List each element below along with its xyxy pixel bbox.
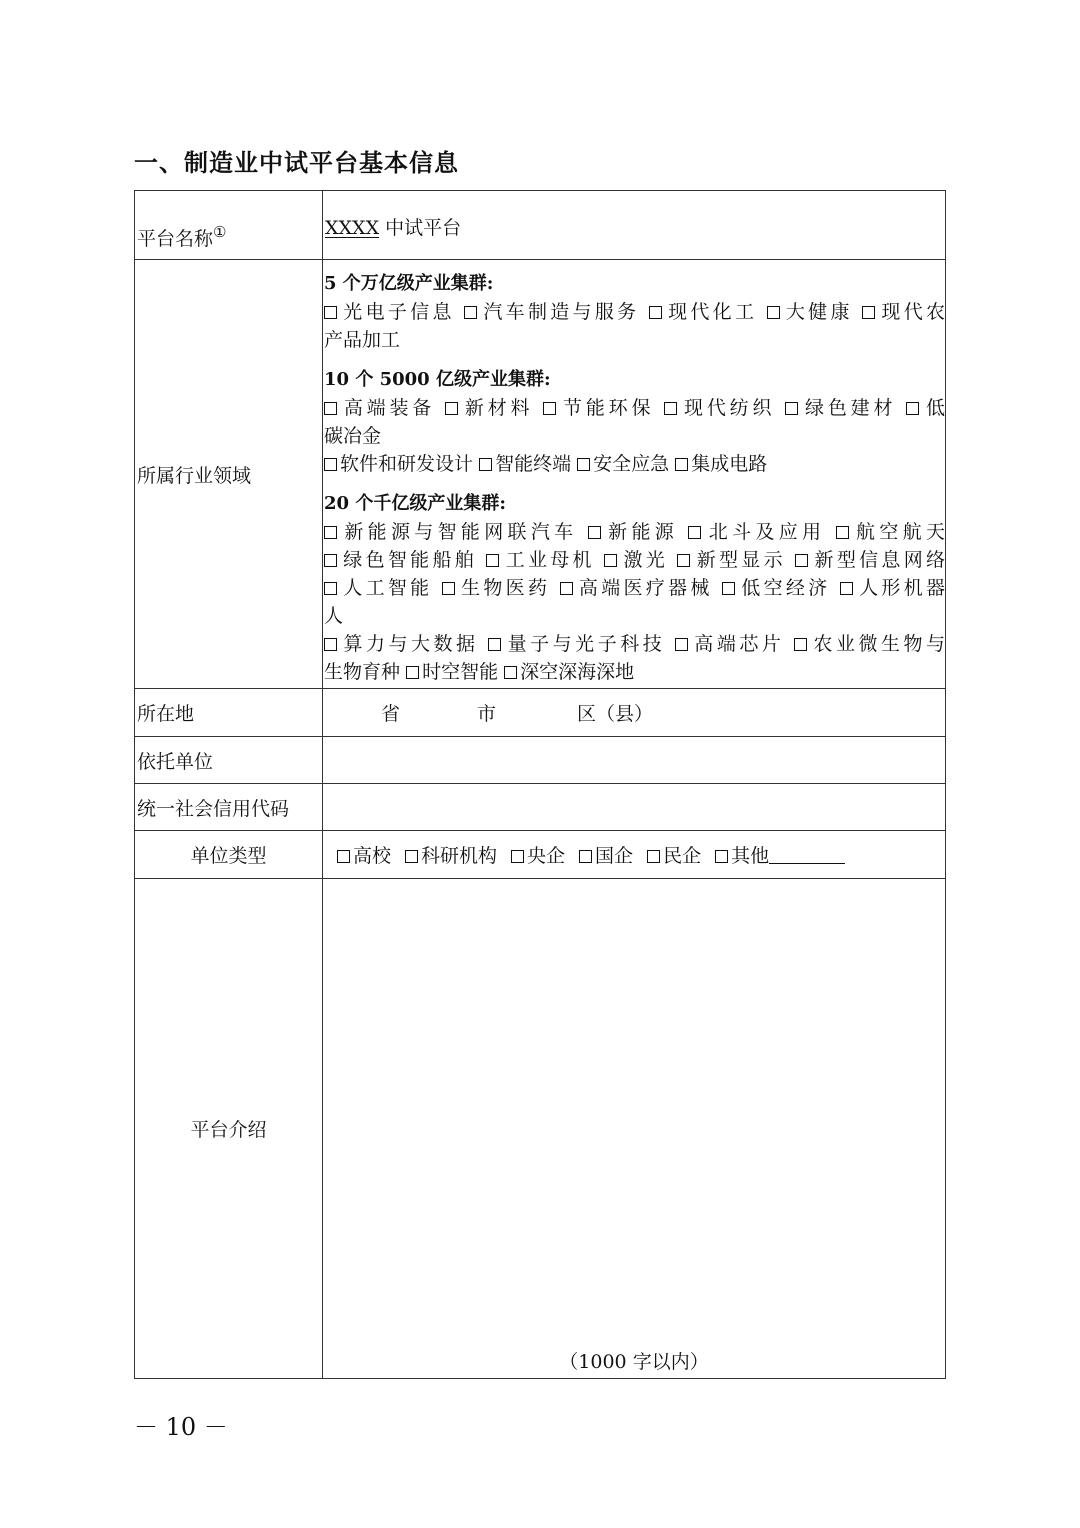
checkbox-icon[interactable] (722, 582, 735, 595)
row-host-unit (135, 737, 946, 784)
industry-option-label: 绿色智能船舶 (340, 549, 478, 571)
industry-group-title: 20 个千亿级产业集群: (324, 493, 506, 514)
unit-type-option-label: 民企 (663, 845, 702, 867)
checkbox-icon[interactable] (324, 638, 337, 651)
industry-option-label: 安全应急 (593, 453, 670, 475)
industry-option-label: 航空航天 (851, 521, 945, 543)
credit-code-label-cell (135, 784, 323, 831)
industry-label-cell (135, 260, 323, 689)
platform-name-suffix: 中试平台 (379, 217, 462, 239)
checkbox-icon[interactable] (324, 306, 337, 319)
intro-label-cell (135, 879, 323, 1379)
industry-option[interactable] (504, 661, 634, 683)
checkbox-icon[interactable] (464, 306, 477, 319)
industry-option-label: 现代农 (878, 301, 945, 323)
industry-option-label: 高端芯片 (690, 633, 785, 655)
industry-option-label: 绿色建材 (801, 397, 897, 419)
industry-option-label: 深空深海深地 (520, 661, 635, 683)
industry-option-label: 新材料 (461, 397, 534, 419)
platform-name-field[interactable] (323, 213, 945, 240)
industry-option[interactable] (324, 549, 477, 571)
checkbox-icon[interactable] (504, 666, 517, 679)
industry-option-label: 软件和研发设计 (340, 453, 474, 475)
industry-option-label: 新能源 (603, 521, 679, 543)
industry-option-label: 生物医药 (457, 577, 551, 599)
industry-option-label: 节能环保 (559, 397, 655, 419)
industry-option-label: 高端装备 (340, 397, 436, 419)
checkbox-icon[interactable] (795, 554, 808, 567)
industry-option-label: 大健康 (782, 301, 853, 323)
industry-option-label: 人 (324, 605, 344, 627)
industry-option[interactable] (767, 301, 853, 323)
unit-type-option[interactable] (511, 845, 565, 867)
industry-option[interactable] (795, 549, 945, 571)
checkbox-icon[interactable] (836, 526, 849, 539)
industry-option-label: 新型显示 (693, 549, 786, 571)
industry-option[interactable] (664, 397, 775, 419)
industry-option-line (324, 450, 945, 478)
industry-option-label: 时空智能 (422, 661, 499, 683)
industry-option-line (324, 546, 945, 574)
checkbox-icon[interactable] (649, 306, 662, 319)
industry-option-label: 新型信息网络 (811, 549, 945, 571)
checkbox-icon[interactable] (543, 402, 556, 415)
checkbox-icon[interactable] (647, 850, 660, 863)
row-platform-name (135, 191, 946, 260)
platform-info-table (134, 190, 946, 1379)
checkbox-icon[interactable] (675, 458, 688, 471)
industry-option-label: 汽车制造与服务 (480, 301, 640, 323)
industry-option[interactable] (675, 633, 785, 655)
unit-type-option[interactable] (405, 845, 497, 867)
checkbox-icon[interactable] (486, 554, 499, 567)
industry-groups (323, 260, 945, 688)
location-field[interactable] (323, 699, 945, 726)
industry-option[interactable] (324, 453, 473, 475)
industry-option-label: 光电子信息 (340, 301, 455, 323)
industry-option[interactable] (406, 661, 498, 683)
checkbox-icon[interactable] (906, 402, 919, 415)
industry-option[interactable] (722, 577, 830, 599)
industry-option-label: 工业母机 (502, 549, 595, 571)
checkbox-icon[interactable] (324, 526, 337, 539)
checkbox-icon[interactable] (324, 402, 337, 415)
unit-type-option-label: 其他 (731, 845, 770, 867)
intro-word-limit: （1000 字以内） (559, 1351, 709, 1373)
unit-type-options (323, 841, 945, 868)
industry-option-label: 生物育种 (324, 661, 401, 683)
platform-name-placeholder: XXXX (325, 217, 380, 239)
industry-option[interactable] (675, 453, 767, 475)
checkbox-icon[interactable] (337, 850, 350, 863)
industry-option-line (324, 422, 945, 450)
checkbox-icon[interactable] (604, 554, 617, 567)
industry-option-line (324, 574, 945, 602)
industry-option[interactable] (324, 397, 435, 419)
industry-option-label: 智能终端 (495, 453, 572, 475)
intro-label: 平台介绍 (190, 1119, 267, 1141)
checkbox-icon[interactable] (715, 850, 728, 863)
industry-option-label: 碳冶金 (324, 425, 382, 447)
industry-group-title: 10 个 5000 亿级产业集群: (324, 369, 551, 390)
checkbox-icon[interactable] (577, 458, 590, 471)
row-location (135, 689, 946, 737)
unit-type-option-label: 高校 (353, 845, 392, 867)
checkbox-icon[interactable] (560, 582, 573, 595)
unit-type-options-cell (323, 831, 946, 879)
industry-option-label: 现代纺织 (680, 397, 776, 419)
checkbox-icon[interactable] (511, 850, 524, 863)
industry-option[interactable] (464, 301, 639, 323)
checkbox-icon[interactable] (588, 526, 601, 539)
checkbox-icon[interactable] (488, 638, 501, 651)
checkbox-icon[interactable] (406, 666, 419, 679)
checkbox-icon[interactable] (862, 306, 875, 319)
industry-option-label: 算力与大数据 (340, 633, 479, 655)
province-label: 省 (381, 703, 401, 725)
industry-option[interactable] (488, 633, 665, 655)
platform-name-value-cell[interactable] (323, 191, 946, 260)
industry-option-line (324, 602, 945, 630)
industry-option-label: 产品加工 (324, 329, 401, 351)
checkbox-icon[interactable] (445, 402, 458, 415)
unit-type-option-label: 央企 (527, 845, 566, 867)
industry-option[interactable] (604, 549, 668, 571)
industry-option-label: 新能源与智能网联汽车 (340, 521, 578, 543)
industry-option[interactable] (324, 301, 455, 323)
checkbox-icon[interactable] (840, 582, 853, 595)
row-intro (135, 879, 946, 1379)
industry-options-cell (323, 260, 946, 689)
checkbox-icon[interactable] (688, 526, 701, 539)
platform-name-label: 平台名称 (137, 228, 214, 250)
checkbox-icon[interactable] (324, 458, 337, 471)
industry-option-line (324, 298, 945, 326)
industry-option-continuation (324, 425, 381, 447)
industry-option[interactable] (906, 397, 945, 419)
other-fill-in-line[interactable] (769, 845, 845, 864)
unit-type-option[interactable] (647, 845, 701, 867)
industry-option[interactable] (324, 577, 432, 599)
industry-option-line (324, 630, 945, 658)
credit-code-input-cell[interactable] (323, 784, 946, 831)
unit-type-option-label: 科研机构 (421, 845, 498, 867)
unit-type-option[interactable] (715, 845, 845, 867)
industry-option[interactable] (588, 521, 678, 543)
section-title: 一、制造业中试平台基本信息 (134, 149, 459, 177)
industry-option-label: 激光 (620, 549, 669, 571)
host-unit-label: 依托单位 (137, 750, 214, 773)
checkbox-icon[interactable] (767, 306, 780, 319)
footnote-marker: ① (213, 223, 227, 241)
page-number: － 10 － (134, 1413, 228, 1441)
industry-option-continuation (324, 329, 400, 351)
unit-type-option-label: 国企 (595, 845, 634, 867)
industry-option-label: 人工智能 (340, 577, 433, 599)
industry-option[interactable] (479, 453, 571, 475)
industry-option[interactable] (794, 633, 945, 655)
industry-option[interactable] (649, 301, 757, 323)
industry-option[interactable] (324, 633, 479, 655)
industry-option[interactable] (840, 577, 945, 599)
host-unit-label-cell (135, 737, 323, 784)
intro-textarea[interactable] (323, 879, 945, 1378)
industry-option[interactable] (442, 577, 550, 599)
industry-option-label: 农业微生物与 (809, 633, 945, 655)
unit-type-option[interactable] (579, 845, 633, 867)
industry-option[interactable] (688, 521, 825, 543)
industry-option-label: 现代化工 (664, 301, 758, 323)
industry-option[interactable] (560, 577, 713, 599)
unit-type-label-cell (135, 831, 323, 879)
checkbox-icon[interactable] (324, 582, 337, 595)
credit-code-label: 统一社会信用代码 (137, 797, 290, 820)
district-label: 区（县） (577, 703, 654, 725)
checkbox-icon[interactable] (675, 638, 688, 651)
industry-option-continuation (324, 605, 343, 627)
industry-option-line (324, 326, 945, 354)
checkbox-icon[interactable] (405, 850, 418, 863)
industry-option[interactable] (486, 549, 594, 571)
industry-option-label: 集成电路 (691, 453, 768, 475)
intro-textarea-cell[interactable] (323, 879, 946, 1379)
row-industry (135, 260, 946, 689)
platform-name-label-cell (135, 191, 323, 260)
industry-option[interactable] (862, 301, 945, 323)
checkbox-icon[interactable] (579, 850, 592, 863)
industry-option-label: 低 (922, 397, 945, 419)
row-credit-code (135, 784, 946, 831)
industry-group-title: 5 个万亿级产业集群: (324, 273, 494, 294)
checkbox-icon[interactable] (794, 638, 807, 651)
industry-option[interactable] (445, 397, 533, 419)
industry-option[interactable] (677, 549, 785, 571)
unit-type-label: 单位类型 (190, 845, 267, 867)
industry-option-line (324, 658, 945, 686)
industry-option[interactable] (324, 521, 577, 543)
host-unit-input-cell[interactable] (323, 737, 946, 784)
industry-option-continuation (324, 661, 400, 683)
industry-option-line (324, 394, 945, 422)
location-label-cell (135, 689, 323, 737)
industry-option-label: 低空经济 (738, 577, 831, 599)
industry-label: 所属行业领域 (137, 464, 252, 487)
industry-option-label: 北斗及应用 (704, 521, 826, 543)
industry-option[interactable] (577, 453, 669, 475)
location-value-cell[interactable] (323, 689, 946, 737)
unit-type-option[interactable] (337, 845, 391, 867)
row-unit-type (135, 831, 946, 879)
location-label: 所在地 (137, 703, 195, 725)
city-label: 市 (477, 703, 497, 725)
industry-option[interactable] (836, 521, 945, 543)
checkbox-icon[interactable] (677, 554, 690, 567)
industry-option-label: 高端医疗器械 (575, 577, 713, 599)
checkbox-icon[interactable] (324, 554, 337, 567)
industry-option-label: 量子与光子科技 (504, 633, 666, 655)
industry-option[interactable] (785, 397, 896, 419)
checkbox-icon[interactable] (664, 402, 677, 415)
checkbox-icon[interactable] (442, 582, 455, 595)
checkbox-icon[interactable] (479, 458, 492, 471)
industry-option-line (324, 518, 945, 546)
industry-option[interactable] (543, 397, 654, 419)
industry-option-label: 人形机器 (855, 577, 945, 599)
checkbox-icon[interactable] (785, 402, 798, 415)
